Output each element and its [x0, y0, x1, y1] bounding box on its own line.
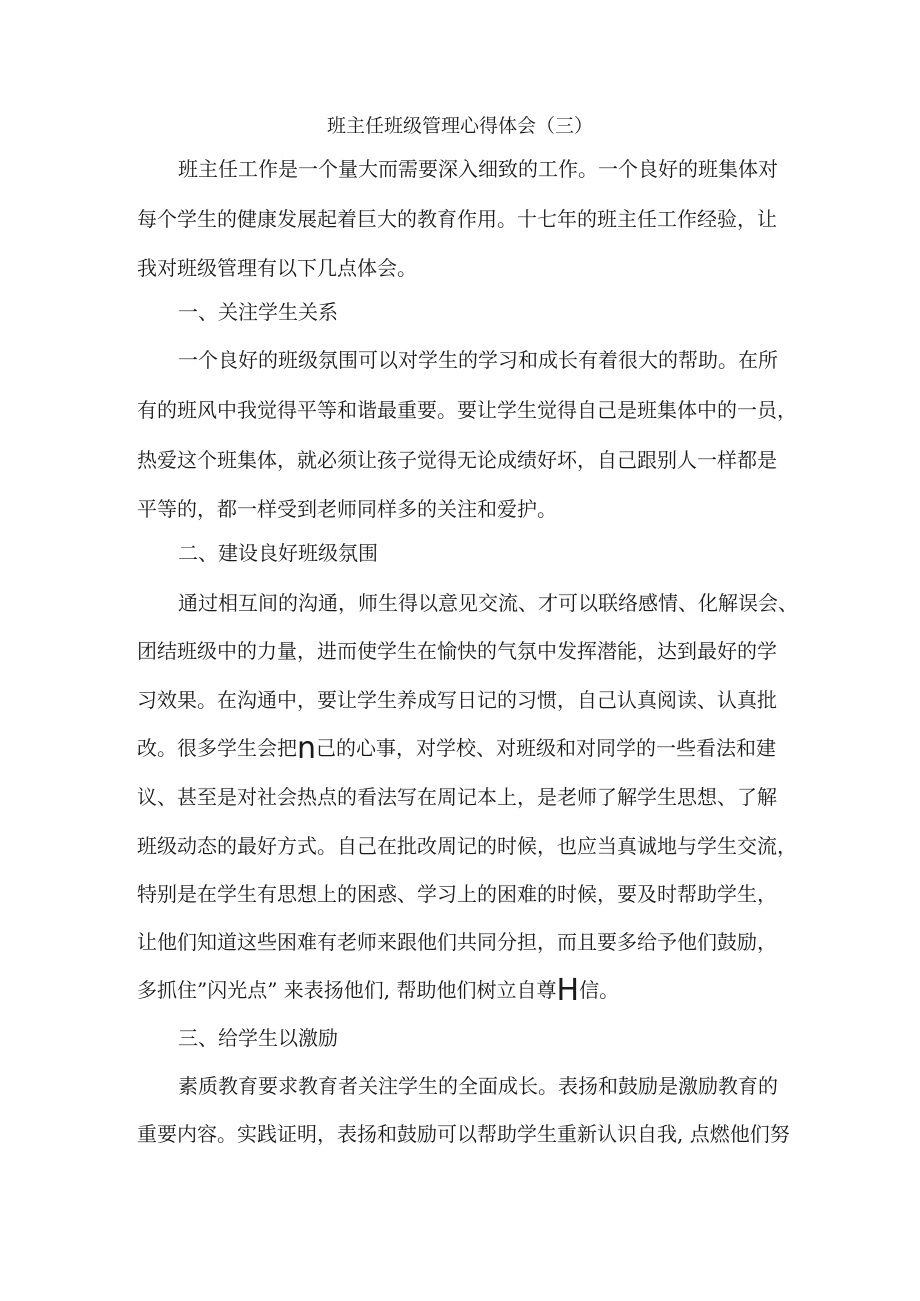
text-run: 己的心事，对学校、对班级和对同学的一些看法和建	[316, 736, 777, 760]
text-run: 信。	[579, 978, 620, 1002]
text-run: 改。很多学生会把	[137, 736, 297, 760]
paragraph-line	[137, 975, 797, 1006]
paragraph-line: 有的班风中我觉得平等和谐最重要。要让学生觉得自己是班集体中的一员，	[137, 398, 797, 422]
ocr-glyph: n	[297, 731, 317, 766]
paragraph-line: 重要内容。实践证明，表扬和鼓励可以帮助学生重新认识自我, 点燃他们努	[137, 1122, 790, 1146]
paragraph-line: 平等的，都一样受到老师同样多的关注和爱护。	[137, 497, 557, 521]
ocr-glyph: H	[556, 973, 580, 1008]
paragraph-line: 班主任工作是一个量大而需要深入细致的工作。一个良好的班集体对	[178, 157, 778, 181]
document-title: 班主任班级管理心得体会（三）	[326, 115, 593, 137]
paragraph-line: 我对班级管理有以下几点体会。	[137, 256, 417, 280]
paragraph-line: 让他们知道这些困难有老师来跟他们共同分担，而且要多给予他们鼓励，	[137, 930, 777, 954]
paragraph-line	[137, 733, 797, 764]
text-run: 多抓住”闪光点” 来表扬他们, 帮助他们树立自尊	[137, 978, 557, 1002]
paragraph-line: 素质教育要求教育者关注学生的全面成长。表扬和鼓励是激励教育的	[178, 1074, 778, 1098]
paragraph-line: 班级动态的最好方式。自己在批改周记的时候，也应当真诚地与学生交流，	[137, 834, 797, 858]
section-heading: 一、关注学生关系	[178, 300, 338, 324]
section-heading: 三、给学生以激励	[178, 1026, 338, 1050]
paragraph-line: 议、甚至是对社会热点的看法写在周记本上，是老师了解学生思想、了解	[137, 785, 777, 809]
paragraph-line: 每个学生的健康发展起着巨大的教育作用。十七年的班主任工作经验，让	[137, 207, 777, 231]
paragraph-line: 习效果。在沟通中，要让学生养成写日记的习惯，自己认真阅读、认真批	[137, 688, 777, 712]
section-heading: 二、建设良好班级氛围	[178, 541, 378, 565]
paragraph-line: 团结班级中的力量，进而使学生在愉快的气氛中发挥潜能，达到最好的学	[137, 639, 777, 663]
paragraph-line: 一个良好的班级氛围可以对学生的学习和成长有着很大的帮助。在所	[178, 348, 778, 372]
paragraph-line: 特别是在学生有思想上的困惑、学习上的困难的时候，要及时帮助学生，	[137, 882, 777, 906]
paragraph-line: 通过相互间的沟通，师生得以意见交流、才可以联络感情、化解误会、	[178, 591, 798, 615]
paragraph-line: 热爱这个班集体，就必须让孩子觉得无论成绩好坏，自己跟别人一样都是	[137, 448, 777, 472]
